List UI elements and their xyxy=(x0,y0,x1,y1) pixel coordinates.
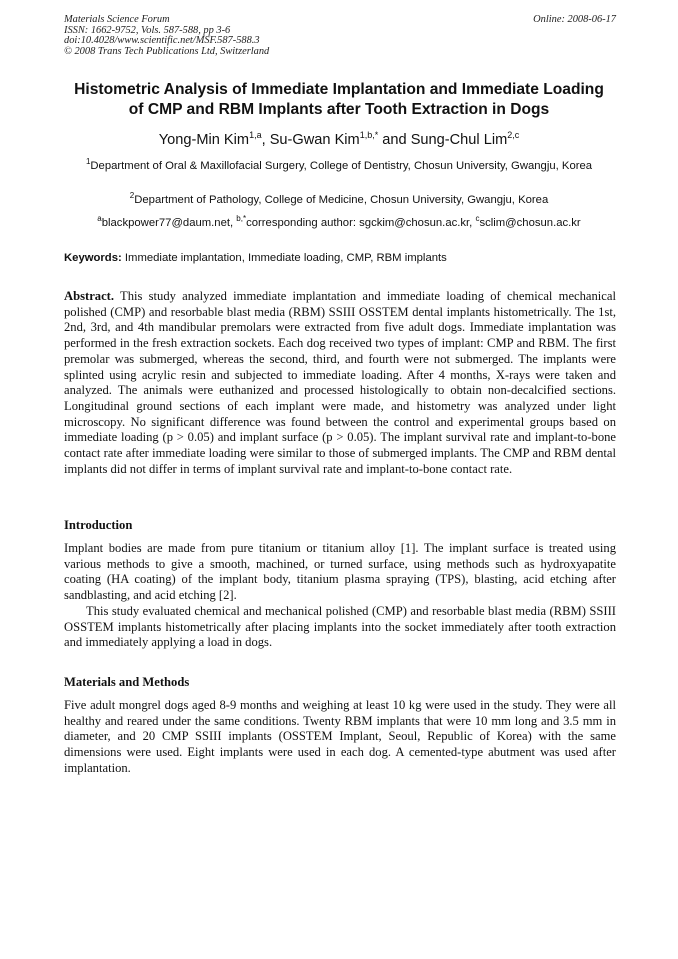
journal-header xyxy=(64,15,616,57)
abstract-text: This study analyzed immediate implantation and immediate loading of chemical mechanical polished (CMP) and resorbable blast media (RBM) SSIII OSSTEM dental implants histometrically. The 1st, 2nd, 3rd, and 4th mandibular premolars were extracted from five adult dogs. Immediate implantation was performed in the fresh extraction sockets. Each dog received two types of implant: CMP and RBM. The first premolar was submerged, whereas the second, third, and fourth were not submerged. The implants were splinted using acrylic resin and subjected to immediate loading. After 4 months, X-rays were taken and analyzed. The animals were euthanized and processed histologically to obtain non-decalcified sections. Longitudinal ground sections of each implant were made, and histometry was analyzed under light microscopy. No significant difference was found between the control and experimental groups based on immediate loading (p > 0.05) and implant surface (p > 0.05). The implant survival rate and implant-to-bone contact rate after immediate loading were similar to those of submerged implants. The CMP and RBM dental implants did not differ in terms of implant survival rate and implant-to-bone contact rate. xyxy=(64,289,616,476)
abstract xyxy=(64,289,616,477)
methods-heading: Materials and Methods xyxy=(64,675,190,689)
author-sep-2: and xyxy=(378,132,411,148)
journal-name: Materials Science Forum xyxy=(64,14,170,25)
affiliation-2-sup: 2 xyxy=(129,191,135,200)
keywords xyxy=(64,251,616,266)
author-2: Su-Gwan Kim xyxy=(269,132,360,148)
author-3-sup: 2,c xyxy=(507,130,520,140)
email-list xyxy=(50,216,628,231)
affiliation-1-text: Department of Oral & Maxillofacial Surgery, College of Dentistry, Chosun University, Gwangju, Korea xyxy=(90,160,593,172)
paper-title xyxy=(40,80,638,120)
copyright-line: © 2008 Trans Tech Publications Ltd, Switzerland xyxy=(64,45,270,57)
introduction-paragraph-2: This study evaluated chemical and mechanical polished (CMP) and resorbable blast media (RBM) SSIII OSSTEM implants histometrically after placing implants into the socket immediately after tooth extraction and immediately applying a load in dogs. xyxy=(64,604,616,650)
abstract-label: Abstract. xyxy=(64,289,115,303)
title-line-1: Histometric Analysis of Immediate Implantation and Immediate Loading xyxy=(74,81,604,98)
author-1: Yong-Min Kim xyxy=(158,132,250,148)
issn-line: ISSN: 1662-9752, Vols. 587-588, pp 3-6 xyxy=(64,24,231,36)
email-c-sup: c xyxy=(475,214,480,223)
author-1-sup: 1,a xyxy=(249,130,262,140)
keywords-label: Keywords: xyxy=(64,252,122,264)
introduction-heading: Introduction xyxy=(64,518,133,532)
author-sep-1: , xyxy=(261,132,270,148)
introduction-paragraph-1: Implant bodies are made from pure titanium or titanium alloy [1]. The implant surface is treated using various methods to give a smooth, machined, or turned surface, using methods such as hydroxyapatite coating (HA coating) of the implant body, titanium plasma spraying (TPS), blasting, acid etching after sandblasting, and acid etching [2]. xyxy=(64,541,616,603)
author-2-sup: 1,b,* xyxy=(359,130,379,140)
email-b: corresponding author: sgckim@chosun.ac.kr, xyxy=(246,217,476,229)
author-3: Sung-Chul Lim xyxy=(410,132,508,148)
author-list xyxy=(40,131,638,149)
affiliation-2-text: Department of Pathology, College of Medicine, Chosun University, Gwangju, Korea xyxy=(134,194,549,206)
doi-line: doi:10.4028/www.scientific.net/MSF.587-588.3 xyxy=(64,35,260,47)
affiliation-1 xyxy=(64,159,614,174)
keywords-text: Immediate implantation, Immediate loading, CMP, RBM implants xyxy=(121,252,447,264)
title-line-2: of CMP and RBM Implants after Tooth Extraction in Dogs xyxy=(128,101,550,118)
email-c: sclim@chosun.ac.kr xyxy=(479,217,581,229)
affiliation-1-sup: 1 xyxy=(85,157,91,166)
affiliation-2 xyxy=(64,193,614,208)
methods-paragraph-1: Five adult mongrel dogs aged 8-9 months and weighing at least 10 kg were used in the study. They were all healthy and reared under the same conditions. Twenty RBM implants that were 10 mm long and 3.5 mm in diameter, and 20 CMP SSIII implants (OSSTEM Implant, Seoul, Republic of Korea) with the same dimensions were used. Eight implants were used in each dog. A cemented-type abutment was used after implantation. xyxy=(64,698,616,775)
online-date: Online: 2008-06-17 xyxy=(533,14,616,25)
email-a-sup: a xyxy=(97,214,102,223)
email-a: blackpower77@daum.net, xyxy=(101,217,237,229)
email-b-sup: b,* xyxy=(236,214,247,223)
